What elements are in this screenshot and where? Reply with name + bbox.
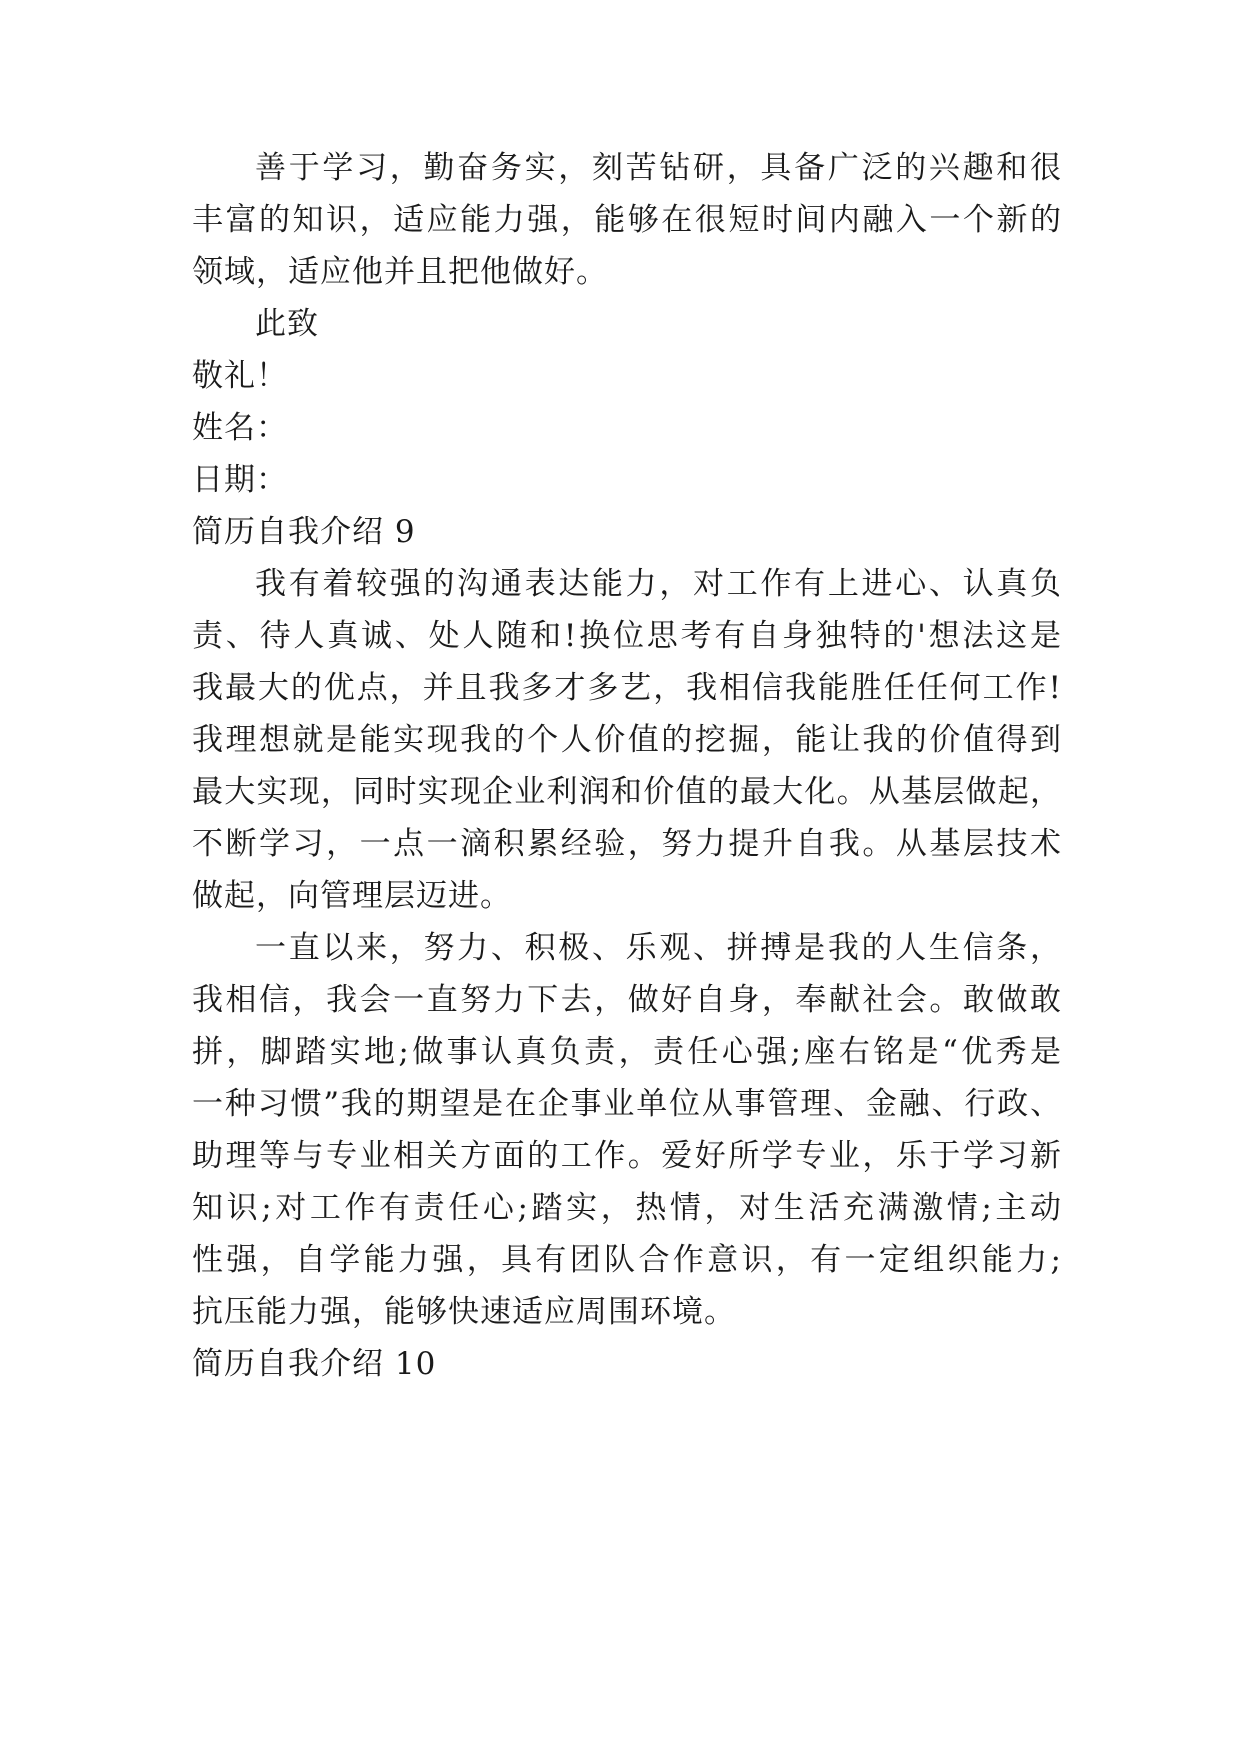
paragraph-line: 知识;对工作有责任心;踏实，热情，对生活充满激情;主动 — [192, 1190, 1062, 1226]
paragraph-line: 做起，向管理层迈进。 — [192, 878, 512, 914]
paragraph-line: 责、待人真诚、处人随和!换位思考有自身独特的'想法这是 — [192, 618, 1062, 654]
name-label: 姓名： — [192, 410, 288, 446]
paragraph-line: 抗压能力强，能够快速适应周围环境。 — [192, 1294, 736, 1330]
paragraph-line: 我有着较强的沟通表达能力，对工作有上进心、认真负 — [255, 566, 1062, 602]
paragraph-line: 助理等与专业相关方面的工作。爱好所学专业，乐于学习新 — [192, 1138, 1062, 1174]
paragraph-line: 性强，自学能力强，具有团队合作意识，有一定组织能力; — [192, 1242, 1062, 1278]
paragraph-line: 不断学习，一点一滴积累经验，努力提升自我。从基层技术 — [192, 826, 1062, 862]
paragraph-line: 丰富的知识，适应能力强，能够在很短时间内融入一个新的 — [192, 202, 1062, 238]
date-label: 日期： — [192, 462, 288, 498]
closing-regards: 敬礼！ — [192, 358, 288, 394]
section-heading: 简历自我介绍 9 — [192, 514, 416, 550]
paragraph-line: 善于学习，勤奋务实，刻苦钻研，具备广泛的兴趣和很 — [255, 150, 1062, 186]
paragraph-line: 最大实现，同时实现企业利润和价值的最大化。从基层做起， — [192, 774, 1062, 810]
paragraph-line: 一种习惯”我的期望是在企事业单位从事管理、金融、行政、 — [192, 1086, 1062, 1122]
paragraph-line: 领域，适应他并且把他做好。 — [192, 254, 608, 290]
paragraph-line: 一直以来，努力、积极、乐观、拼搏是我的人生信条， — [255, 930, 1062, 966]
paragraph-line: 我相信，我会一直努力下去，做好自身，奉献社会。敢做敢 — [192, 982, 1062, 1018]
section-heading: 简历自我介绍 10 — [192, 1346, 437, 1382]
paragraph-line: 拼，脚踏实地;做事认真负责，责任心强;座右铭是“优秀是 — [192, 1034, 1062, 1070]
paragraph-line: 我理想就是能实现我的个人价值的挖掘，能让我的价值得到 — [192, 722, 1062, 758]
paragraph-line: 我最大的优点，并且我多才多艺，我相信我能胜任任何工作! — [192, 670, 1062, 706]
closing-salutation: 此致 — [255, 306, 319, 342]
